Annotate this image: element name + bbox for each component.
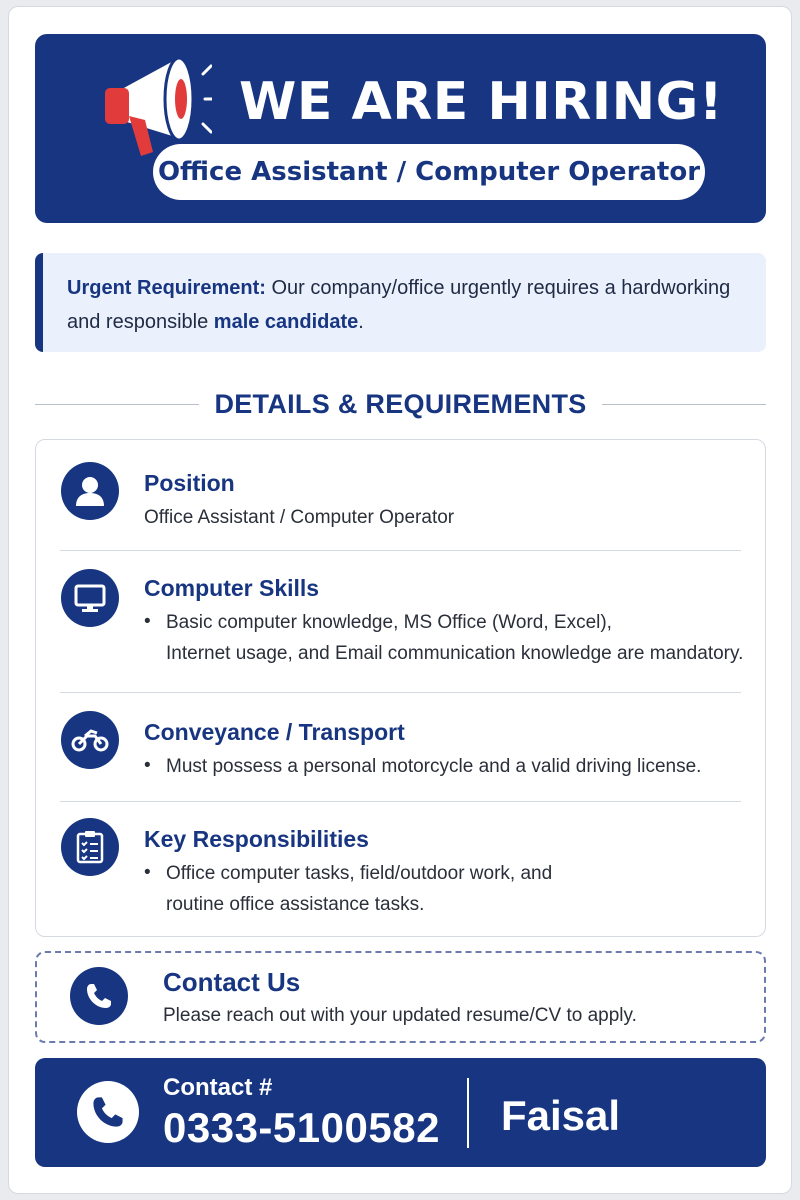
details-card — [35, 439, 766, 937]
contact-us-box — [35, 951, 766, 1043]
section-heading — [35, 387, 766, 423]
urgent-label: Urgent Requirement: — [67, 277, 266, 299]
monitor-icon — [61, 569, 119, 627]
detail-item-position — [36, 440, 767, 550]
phone-icon — [70, 967, 128, 1025]
urgent-text-end: . — [358, 311, 364, 333]
hiring-banner — [35, 34, 766, 223]
detail-text: Internet usage, and Email communication knowledge are mandatory. — [166, 643, 744, 664]
urgent-requirement-box — [35, 253, 766, 352]
contact-label: Contact # — [163, 1074, 273, 1101]
contact-name: Faisal — [501, 1092, 621, 1139]
job-title-text: Office Assistant / Computer Operator — [157, 157, 701, 187]
detail-text: Office Assistant / Computer Operator — [144, 507, 455, 528]
bullet: • — [144, 611, 151, 632]
detail-title: Key Responsibilities — [144, 826, 369, 852]
motorcycle-icon — [61, 711, 119, 769]
user-icon — [61, 462, 119, 520]
bullet: • — [144, 755, 151, 776]
contact-us-subtitle: Please reach out with your updated resume/CV to apply. — [163, 1005, 637, 1026]
phone-icon — [77, 1081, 139, 1143]
urgent-emphasis: male candidate — [213, 311, 359, 333]
contact-footer — [35, 1058, 766, 1167]
detail-text: Basic computer knowledge, MS Office (Word, Excel), — [166, 612, 612, 633]
detail-item-computer-skills — [36, 551, 767, 692]
job-title-pill — [153, 144, 705, 200]
clipboard-icon — [61, 818, 119, 876]
contact-us-title: Contact Us — [163, 967, 301, 997]
detail-title: Position — [144, 470, 235, 496]
contact-phone-number[interactable]: 0333-5100582 — [163, 1104, 440, 1151]
detail-title: Conveyance / Transport — [144, 719, 405, 745]
footer-divider — [467, 1078, 469, 1148]
detail-item-conveyance — [36, 693, 767, 801]
section-heading-text: DETAILS & REQUIREMENTS — [214, 389, 587, 419]
detail-text: Office computer tasks, field/outdoor work, and — [166, 863, 553, 884]
headline: WE ARE HIRING! — [239, 72, 724, 132]
detail-title: Computer Skills — [144, 575, 320, 601]
detail-text: Must possess a personal motorcycle and a valid driving license. — [166, 756, 702, 777]
detail-text: routine office assistance tasks. — [166, 894, 425, 915]
detail-item-responsibilities — [36, 802, 767, 936]
hiring-poster — [8, 6, 792, 1194]
bullet: • — [144, 862, 151, 883]
urgent-text: Our company/office urgently requires a hardworking and responsible — [67, 277, 731, 333]
